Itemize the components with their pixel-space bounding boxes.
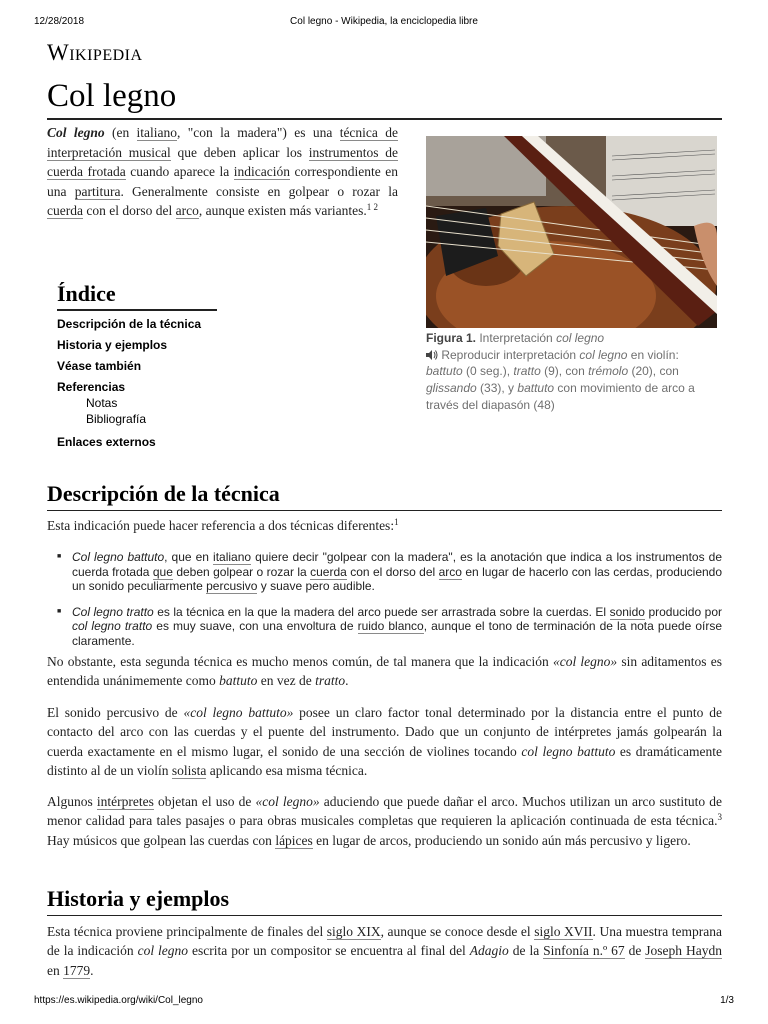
violin-photo[interactable] <box>426 136 717 328</box>
text: sin aditamentos es entendida unánimemente como <box>47 654 722 689</box>
link-arco-2[interactable]: arco <box>438 564 462 579</box>
figure <box>426 136 718 414</box>
print-date: 12/28/2018 <box>34 16 85 27</box>
toc-item-historia[interactable]: Historia y ejemplos <box>57 338 168 352</box>
figure-caption <box>426 330 718 414</box>
text: correspondiente en una <box>47 164 399 199</box>
text: col legno <box>556 331 605 345</box>
table-of-contents <box>57 281 217 456</box>
link-instrumentos[interactable]: instrumentos de cuerda frotada <box>47 144 399 180</box>
toc-subitem-notas[interactable]: Notas <box>86 396 118 410</box>
link-sonido[interactable]: sonido <box>609 604 645 619</box>
toc-subitem-bibliografia[interactable]: Bibliografía <box>86 412 147 426</box>
section-heading-historia: Historia y ejemplos <box>47 886 722 916</box>
text: producido por <box>644 604 722 619</box>
text: con movimiento de arco a través del diapasón (48) <box>426 381 695 412</box>
link-lapices[interactable]: lápices <box>275 832 313 848</box>
text: aduciendo que puede dañar el arco. Muchos utilizan un arco sustituto de menor calidad para tales pasajes o para obras musicales completas que requieren la aplicación continuada de esta técnica. <box>47 794 722 829</box>
text: deben golpear o rozar la <box>172 564 311 579</box>
text: «col legno battuto» <box>183 705 294 720</box>
text: , aunque el tono de terminación de la nota puede oírse claramente. <box>72 619 722 648</box>
text: . Generalmente consiste en golpear o rozar la <box>120 183 398 199</box>
text: Esta técnica proviene principalmente de finales del <box>47 924 327 939</box>
toc-item-vease[interactable]: Véase también <box>57 359 142 373</box>
text: tratto <box>315 673 346 689</box>
link-1779[interactable]: 1779 <box>63 962 91 978</box>
text: «col legno» <box>552 654 618 669</box>
paragraph-historia <box>47 922 722 980</box>
text: Adagio <box>469 943 509 959</box>
link-arco[interactable]: arco <box>175 203 199 219</box>
text: trémolo <box>588 364 629 379</box>
text: , que en <box>164 550 214 564</box>
link-indicacion[interactable]: indicación <box>233 164 290 180</box>
text: battuto <box>219 673 258 689</box>
reference-mark[interactable]: 1 <box>394 517 399 527</box>
text: Algunos <box>47 794 97 809</box>
print-header <box>34 16 734 30</box>
text: y suave pero audible. <box>257 579 375 594</box>
link-siglo-xvii[interactable]: siglo XVII <box>534 924 593 939</box>
page-number: 1/3 <box>720 995 734 1006</box>
text: col legno tratto <box>72 619 153 634</box>
text: en violín: <box>627 347 679 362</box>
text: (en <box>104 125 137 140</box>
text: quiere decir "golpear con la madera", es la anotación que indica a los instrumentos de cuerda frotada <box>72 550 722 579</box>
print-title: Col legno - Wikipedia, la enciclopedia libre <box>290 16 478 27</box>
text: cuando aparece la <box>125 164 234 180</box>
link-sinfonia-67[interactable]: Sinfonía n.º 67 <box>543 943 625 959</box>
text: en <box>47 962 64 978</box>
speaker-icon[interactable] <box>426 350 438 360</box>
text: (33), y <box>476 381 518 396</box>
wikipedia-wordmark[interactable]: Wikipedia <box>47 40 143 65</box>
section-heading-descripcion: Descripción de la técnica <box>47 481 722 511</box>
print-url: https://es.wikipedia.org/wiki/Col_legno <box>34 995 203 1006</box>
text: col legno battuto <box>521 743 616 759</box>
link-percusivo[interactable]: percusivo <box>206 579 258 594</box>
text: en lugar de arcos, produciendo un sonido aún más percusivo y ligero. <box>312 832 691 848</box>
text: El sonido percusivo de <box>47 705 184 720</box>
reference-marks[interactable]: 1 2 <box>366 202 379 213</box>
text: tratto <box>513 364 541 379</box>
toc-title: Índice <box>57 281 217 311</box>
link-cuerda-2[interactable]: cuerda <box>310 564 347 579</box>
text: (9), con <box>540 364 589 379</box>
text: Col legno battuto <box>72 550 165 564</box>
text: con el dorso del <box>82 203 176 219</box>
figure-label: Figura 1. <box>426 331 477 345</box>
text: objetan el uso de <box>153 794 256 809</box>
link-haydn[interactable]: Joseph Haydn <box>645 943 722 959</box>
text: «col legno» <box>255 794 320 809</box>
text: aplicando esa misma técnica. <box>206 763 368 779</box>
text: (20), con <box>628 364 679 379</box>
text: . Una muestra temprana de la indicación <box>47 924 723 959</box>
link-ruido-blanco[interactable]: ruido blanco <box>357 619 424 634</box>
text: con el dorso del <box>346 564 439 579</box>
text: , aunque se conoce desde el <box>380 924 535 939</box>
link-interpretes[interactable]: intérpretes <box>96 794 154 809</box>
paragraph-sonido-percusivo <box>47 703 722 781</box>
intro-paragraph <box>47 123 398 221</box>
text: es muy suave, con una envoltura de <box>152 619 358 634</box>
text: de <box>624 943 646 959</box>
text: de la <box>508 943 544 959</box>
list-item-tratto <box>57 605 722 649</box>
text: Col legno tratto <box>72 604 154 619</box>
text: en vez de <box>257 673 316 689</box>
link-partitura[interactable]: partitura <box>74 183 121 199</box>
intro-term: Col legno <box>47 125 105 140</box>
text: , "con la madera") es una <box>177 125 340 140</box>
link-siglo-xix[interactable]: siglo XIX <box>326 924 381 939</box>
paragraph-no-obstante <box>47 652 722 691</box>
link-solista[interactable]: solista <box>171 763 207 779</box>
text: . <box>90 962 94 978</box>
toc-item-descripcion[interactable]: Descripción de la técnica <box>57 317 202 331</box>
section1-lead <box>47 516 722 535</box>
text: battuto <box>426 364 463 379</box>
paragraph-interpretes <box>47 792 722 850</box>
text: No obstante, esta segunda técnica es mucho menos común, de tal manera que la indicación <box>47 654 553 669</box>
techniques-list <box>57 550 722 649</box>
text: Esta indicación puede hacer referencia a dos técnicas diferentes: <box>47 518 395 533</box>
text: battuto <box>517 381 555 396</box>
list-item-battuto <box>57 550 722 594</box>
text: es la técnica en la que la madera del arco puede ser arrastrada sobre la cuerdas. El <box>153 604 610 619</box>
text: que deben aplicar los <box>170 144 309 160</box>
text: . <box>345 673 349 689</box>
audio-link[interactable]: Reproducir interpretación <box>438 347 580 362</box>
text: , aunque existen más variantes. <box>198 203 367 219</box>
text: posee un claro factor tonal determinado por la distancia entre el punto de contacto del arco con las cuerdas y el puente del instrumento. Dado que un conjunto de intérpretes jamás golpearán la cuerda exactamente en el mismo lugar, el sonido de una sección de violines tocando <box>47 705 722 759</box>
link-cuerda[interactable]: cuerda <box>47 203 83 219</box>
text: col legno <box>137 943 189 959</box>
text: col legno <box>579 347 628 362</box>
text: glissando <box>426 381 477 396</box>
text: Interpretación <box>476 331 557 345</box>
text: es dramáticamente distinto al de un violín <box>47 743 722 779</box>
page-title: Col legno <box>47 76 722 120</box>
link-italiano[interactable]: italiano <box>136 125 178 140</box>
link-tecnica[interactable]: técnica de interpretación musical <box>47 125 398 160</box>
toc-item-enlaces[interactable]: Enlaces externos <box>57 435 156 449</box>
link-que[interactable]: que <box>152 564 173 579</box>
text: Hay músicos que golpean las cuerdas con <box>47 832 276 848</box>
print-footer <box>34 995 734 1009</box>
text: escrita por un compositor se encuentra al final del <box>188 943 470 959</box>
text: (0 seg.), <box>462 364 514 379</box>
text: en lugar de hacerlo con las cerdas, produciendo un sonido peculiarmente <box>72 564 723 594</box>
link-italiano-2[interactable]: italiano <box>213 550 252 564</box>
reference-mark[interactable]: 3 <box>717 812 722 823</box>
toc-item-referencias[interactable]: Referencias <box>57 380 126 394</box>
